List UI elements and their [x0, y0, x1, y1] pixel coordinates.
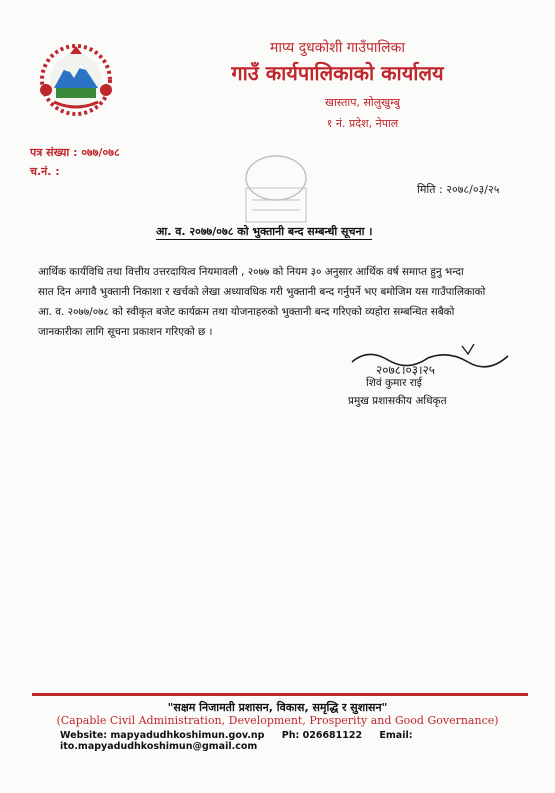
- website-info: Website: mapyadudhkoshimun.gov.np: [60, 730, 265, 741]
- office-title: गाउँ कार्यपालिकाको कार्यालय: [231, 61, 444, 85]
- dispatch-number-label: च.नं. :: [30, 165, 60, 178]
- footer-contact: [60, 730, 520, 752]
- signature-date: २०७८।०३।२५: [376, 363, 436, 377]
- signatory-title: प्रमुख प्रशासकीय अधिकृत: [348, 395, 447, 407]
- website-link[interactable]: mapyadudhkoshimun.gov.np: [110, 730, 265, 741]
- body-line: आर्थिक कार्यविधि तथा वित्तीय उत्तरदायित्व नियमावली , २०७७ को नियम ३० अनुसार आर्थिक वर्ष समाप्त हुनु भन्दा: [38, 266, 464, 278]
- body-line: सात दिन अगावै भुक्तानी निकाशा र खर्चको लेखा अध्यावधिक गरी भुक्तानी बन्द गर्नुपर्ने भए बमोजिम यस गाउँपालिकाको: [38, 286, 486, 298]
- office-stamp: [226, 148, 326, 228]
- letter-number-label: पत्र संख्या :: [30, 146, 78, 159]
- province-label: १ नं. प्रदेश, नेपाल: [326, 117, 399, 130]
- letter-number-value: ०७७/०७८: [81, 146, 120, 159]
- email-link[interactable]: ito.mapyadudhkoshimun@gmail.com: [60, 741, 258, 752]
- office-address: खास्ताप, सोलुखुम्बु: [324, 96, 401, 109]
- notice-body: [38, 262, 522, 342]
- dispatch-number: [30, 164, 60, 179]
- footer-motto-english: (Capable Civil Administration, Development, Prosperity and Good Governance): [56, 714, 499, 727]
- letter-date: [417, 182, 499, 197]
- email-info: Email: ito.mapyadudhkoshimun@gmail.com: [60, 730, 413, 752]
- letter-number: [30, 145, 120, 160]
- signatory-name: शिवं कुमार राई: [366, 377, 422, 389]
- date-value: २०७८/०३/२५: [446, 183, 500, 196]
- phone-info: Ph: 026681122: [281, 730, 363, 741]
- footer-motto: "सक्षम निजामती प्रशासन, विकास, समृद्धि र सुशासन": [167, 701, 388, 714]
- notice-subject: आ. व. २०७७/०७८ को भुक्तानी बन्द सम्बन्धी सूचना ।: [156, 225, 373, 238]
- body-line: जानकारीका लागि सूचना प्रकाशन गरिएको छ ।: [38, 326, 213, 338]
- handwritten-signature: [348, 340, 518, 378]
- phone-number: 026681122: [302, 730, 363, 741]
- footer-divider: [32, 693, 528, 696]
- body-line: आ. व. २०७७/०७८ को स्वीकृत बजेट कार्यक्रम तथा योजनाहरुको भुक्तानी बन्द गरिएको व्यहोरा सम्बन्धित सबैको: [38, 306, 455, 318]
- date-label: मिति :: [417, 183, 443, 196]
- municipality-name: माप्य दुधकोशी गाउँपालिका: [269, 40, 406, 56]
